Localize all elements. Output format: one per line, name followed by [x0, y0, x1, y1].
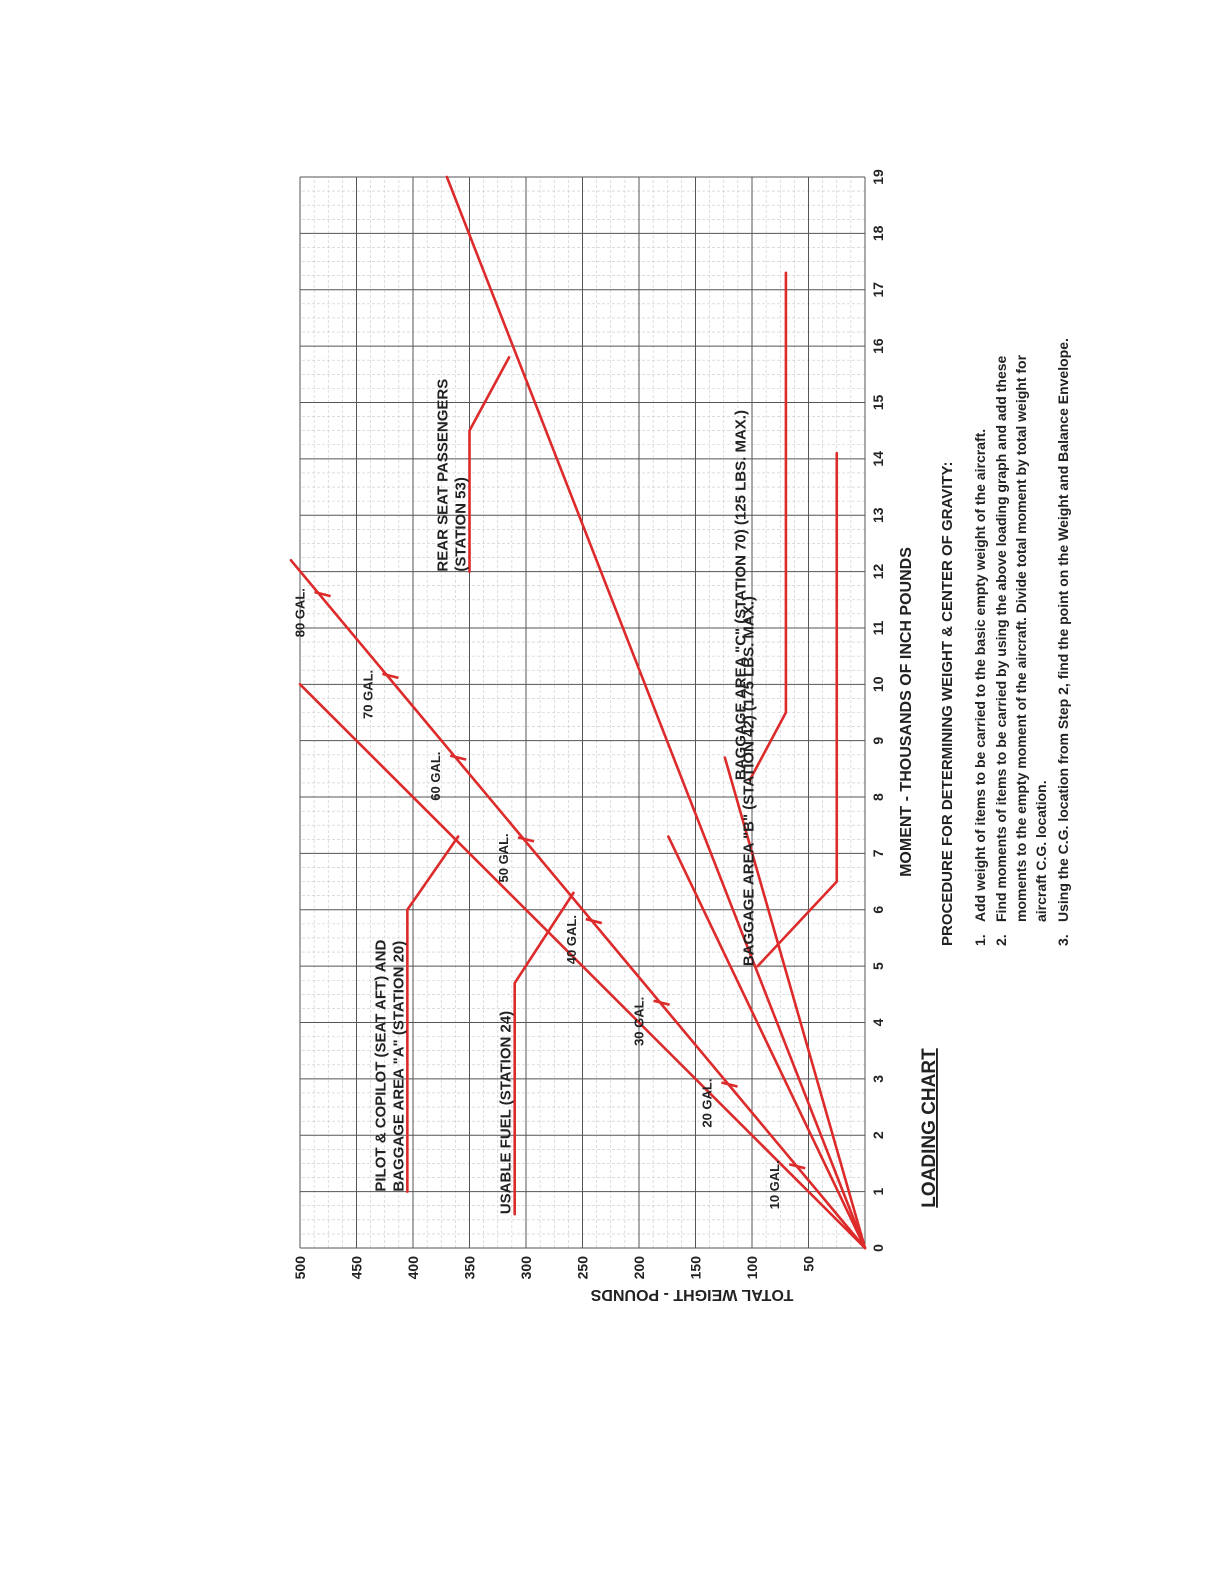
x-tick-label: 9	[870, 736, 886, 745]
x-tick-label: 15	[870, 394, 886, 411]
gallon-mark-label: 10 GAL.	[767, 1160, 783, 1210]
procedure-section	[939, 338, 1071, 946]
series-label-pilot-copilot: PILOT & COPILOT (SEAT AFT) AND	[372, 939, 390, 1192]
series-label-rear-seat-passengers: REAR SEAT PASSENGERS	[434, 378, 452, 572]
series-label-baggage-b: BAGGAGE AREA "B" (STATION 42) (175 LBS. MAX.)	[740, 596, 758, 967]
series-leader-baggage-b	[758, 453, 837, 966]
procedure-heading: PROCEDURE FOR DETERMINING WEIGHT & CENTER OF GRAVITY:	[939, 461, 956, 946]
gallon-mark-label: 60 GAL.	[428, 751, 444, 801]
x-tick-label: 4	[870, 1018, 886, 1027]
y-tick-label: 450	[348, 1256, 365, 1280]
series-label-pilot-copilot: BAGGAGE AREA "A" (STATION 20)	[390, 940, 408, 1192]
procedure-step-1-number: 1.	[972, 934, 988, 946]
chart-series-labels	[293, 379, 783, 1214]
procedure-step-2-number: 2.	[993, 934, 1009, 946]
x-tick-label: 2	[870, 1131, 886, 1140]
procedure-step-1: Add weight of items to be carried to the basic empty weight of the aircraft.	[972, 428, 988, 922]
gallon-mark-label: 80 GAL.	[292, 588, 308, 638]
y-tick-label: 150	[687, 1256, 704, 1280]
x-tick-label: 0	[870, 1244, 886, 1252]
x-tick-label: 8	[870, 793, 886, 801]
series-leader-pilot-copilot	[407, 837, 458, 1192]
x-tick-label: 3	[870, 1074, 886, 1083]
procedure-step-3-number: 3.	[1055, 934, 1071, 946]
procedure-step-2-line-3: aircraft C.G. location.	[1033, 780, 1049, 922]
x-tick-label: 13	[870, 507, 886, 523]
x-tick-label: 19	[870, 169, 886, 185]
x-tick-label: 1	[870, 1187, 886, 1196]
y-tick-label: 200	[631, 1256, 647, 1280]
x-tick-label: 5	[870, 962, 886, 971]
series-leader-rear-seat-passengers	[470, 357, 510, 571]
y-tick-label: 100	[744, 1256, 760, 1280]
y-tick-label: 50	[800, 1256, 817, 1272]
x-tick-label: 12	[870, 563, 886, 580]
x-tick-label: 10	[870, 676, 886, 693]
y-tick-label: 350	[461, 1256, 478, 1280]
gallon-mark-label: 20 GAL.	[699, 1078, 715, 1128]
x-axis-title: MOMENT - THOUSANDS OF INCH POUNDS	[898, 547, 915, 877]
chart-title: LOADING CHART	[919, 1048, 940, 1208]
x-tick-label: 18	[870, 225, 886, 242]
y-tick-label: 500	[292, 1256, 308, 1280]
gallon-mark-label: 40 GAL.	[563, 915, 579, 965]
x-tick-label: 7	[870, 849, 886, 858]
gallon-mark-label: 70 GAL.	[360, 669, 376, 719]
x-tick-label: 11	[870, 620, 886, 636]
procedure-step-2-line-2: moments to the empty moment of the aircraft. Divide total moment by total weight for	[1013, 354, 1029, 922]
series-label-usable-fuel: USABLE FUEL (STATION 24)	[497, 1010, 515, 1215]
y-tick-label: 300	[518, 1256, 534, 1280]
x-tick-label: 17	[870, 281, 886, 298]
series-label-baggage-c: BAGGAGE AREA "C" (STATION 70) (125 LBS. MAX.)	[732, 410, 750, 781]
y-axis-title: TOTAL WEIGHT - POUNDS	[590, 1286, 794, 1303]
series-label-rear-seat-passengers: (STATION 53)	[452, 477, 470, 572]
gallon-mark-label: 30 GAL.	[631, 996, 647, 1046]
gallon-mark-label: 50 GAL.	[496, 833, 511, 883]
x-tick-label: 6	[870, 905, 886, 914]
x-tick-label: 14	[870, 451, 886, 467]
procedure-step-2-line-1: Find moments of items to be carried by using the above loading graph and add these	[993, 355, 1009, 922]
x-tick-label: 16	[870, 338, 886, 354]
procedure-step-3: Using the C.G. location from Step 2, find the point on the Weight and Balance Envelope.	[1055, 338, 1071, 922]
y-tick-label: 400	[405, 1256, 421, 1280]
y-tick-label: 250	[574, 1256, 591, 1280]
